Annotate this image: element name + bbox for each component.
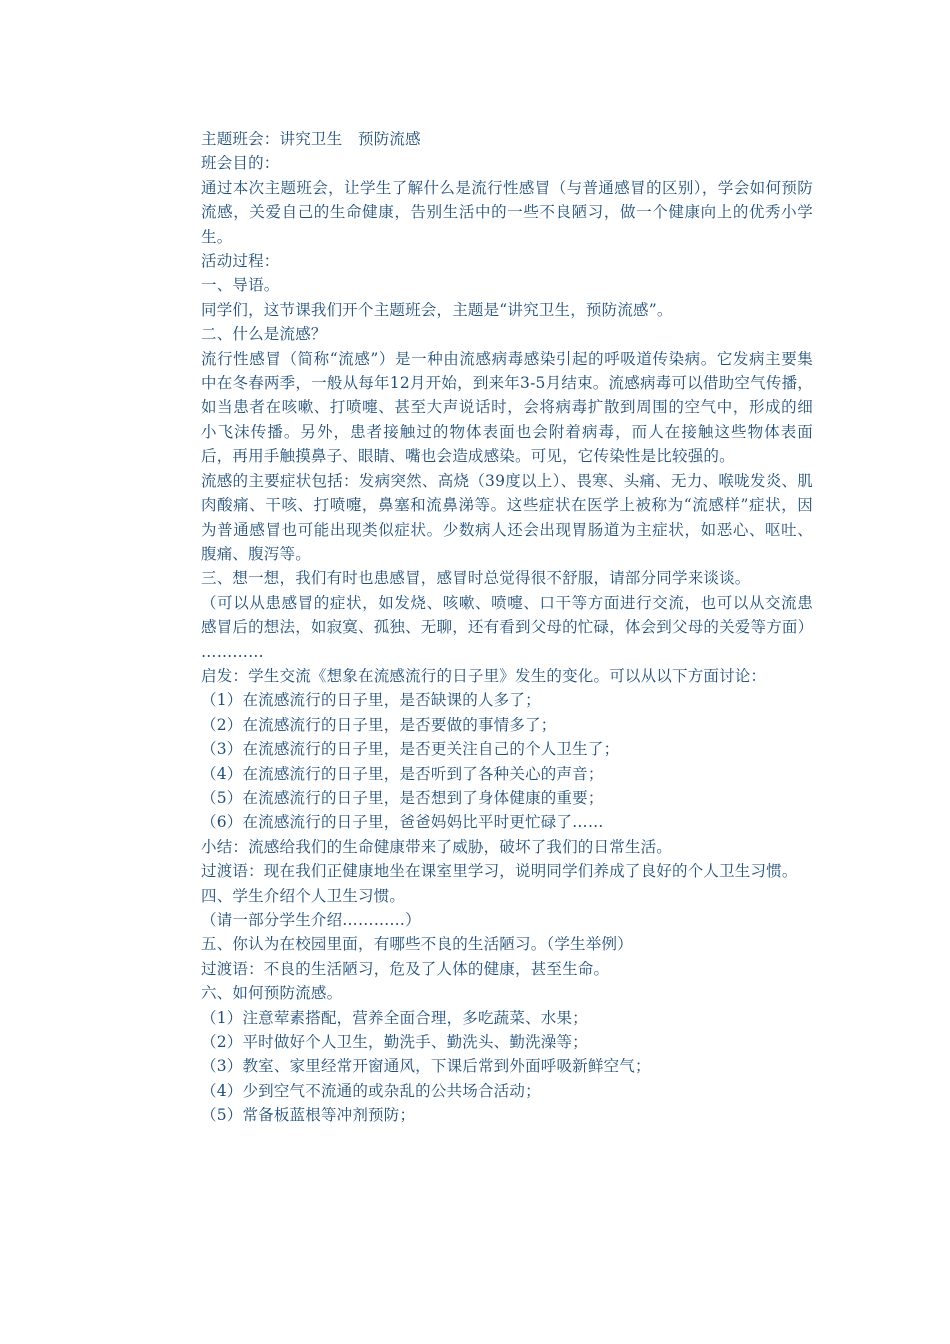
list-item: （3）在流感流行的日子里，是否更关注自己的个人卫生了； [201,740,620,759]
paragraph: 同学们，这节课我们开个主题班会，主题是“讲究卫生，预防流感”。 [201,300,673,319]
list-item: （6）在流感流行的日子里，爸爸妈妈比平时更忙碌了…… [201,813,604,832]
paragraph: （可以从患感冒的症状，如发烧、咳嗽、喷嚏、口干等方面进行交流，也可以从交流患感冒后的想法，如寂寞、孤独、无聊，还有看到父母的忙碌，体会到父母的关爱等方面） [201,593,814,637]
list-item: （2）在流感流行的日子里，是否要做的事情多了； [201,715,557,734]
paragraph: 流行性感冒（简称“流感”）是一种由流感病毒感染引起的呼吸道传染病。它发病主要集中在冬春两季，一般从每年12月开始，到来年3-5月结束。流感病毒可以借助空气传播，如当患者在咳嗽、打喷嚏、甚至大声说话时，会将病毒扩散到周围的空气中，形成的细小飞沫传播。另外，患者接触过的物体表面也会附着病毒，而人在接触这些物体表面后，再用手触摸鼻子、眼睛、嘴也会造成感染。可见，它传染性是比较强的。 [201,349,813,466]
section-heading: 六、如何预防流感。 [201,984,343,1003]
list-item: （1）在流感流行的日子里，是否缺课的人多了； [201,691,541,710]
list-item: （4）在流感流行的日子里，是否听到了各种关心的声音； [201,764,604,783]
list-item: （3）教室、家里经常开窗通风，下课后常到外面呼吸新鲜空气； [201,1057,651,1076]
paragraph: 小结：流感给我们的生命健康带来了威胁，破坏了我们的日常生活。 [201,837,673,856]
paragraph: 流感的主要症状包括：发病突然、高烧（39度以上）、畏寒、头痛、无力、喉咙发炎、肌肉酸痛、干咳、打喷嚏，鼻塞和流鼻涕等。这些症状在医学上被称为“流感样”症状，因为普通感冒也可能出现类似症状。少数病人还会出现胃肠道为主症状，如恶心、呕吐、腹痛、腹泻等。 [201,471,813,563]
list-item: （5）常备板蓝根等冲剂预防； [201,1106,416,1125]
list-item: （2）平时做好个人卫生，勤洗手、勤洗头、勤洗澡等； [201,1033,588,1052]
ellipsis-line: ………… [201,642,264,661]
section-heading: 四、学生介绍个人卫生习惯。 [201,886,406,905]
list-item: （4）少到空气不流通的或杂乱的公共场合活动； [201,1081,541,1100]
section-heading: 二、什么是流感？ [201,325,327,344]
list-item: （5）在流感流行的日子里，是否想到了身体健康的重要； [201,788,604,807]
section-heading: 三、想一想，我们有时也患感冒，感冒时总觉得很不舒服，请部分同学来谈谈。 [201,569,751,588]
document-body [201,127,813,1128]
paragraph: （请一部分学生介绍…………） [201,911,421,929]
document-title: 主题班会：讲究卫生 预防流感 [201,130,421,148]
paragraph: 通过本次主题班会，让学生了解什么是流行性感冒（与普通感冒的区别），学会如何预防流感，关爱自己的生命健康，告别生活中的一些不良陋习，做一个健康向上的优秀小学生。 [201,178,813,246]
section-heading: 一、导语。 [201,276,280,295]
section-heading: 五、你认为在校园里面，有哪些不良的生活陋习。（学生举例） [201,935,633,954]
section-heading: 活动过程： [201,252,280,271]
paragraph: 启发：学生交流《想象在流感流行的日子里》发生的变化。可以从以下方面讨论： [201,666,767,685]
paragraph: 过渡语：现在我们正健康地坐在课室里学习，说明同学们养成了良好的个人卫生习惯。 [201,862,798,881]
list-item: （1）注意荤素搭配，营养全面合理，多吃蔬菜、水果； [201,1008,588,1027]
section-heading: 班会目的： [201,154,280,173]
paragraph: 过渡语：不良的生活陋习，危及了人体的健康，甚至生命。 [201,959,610,978]
